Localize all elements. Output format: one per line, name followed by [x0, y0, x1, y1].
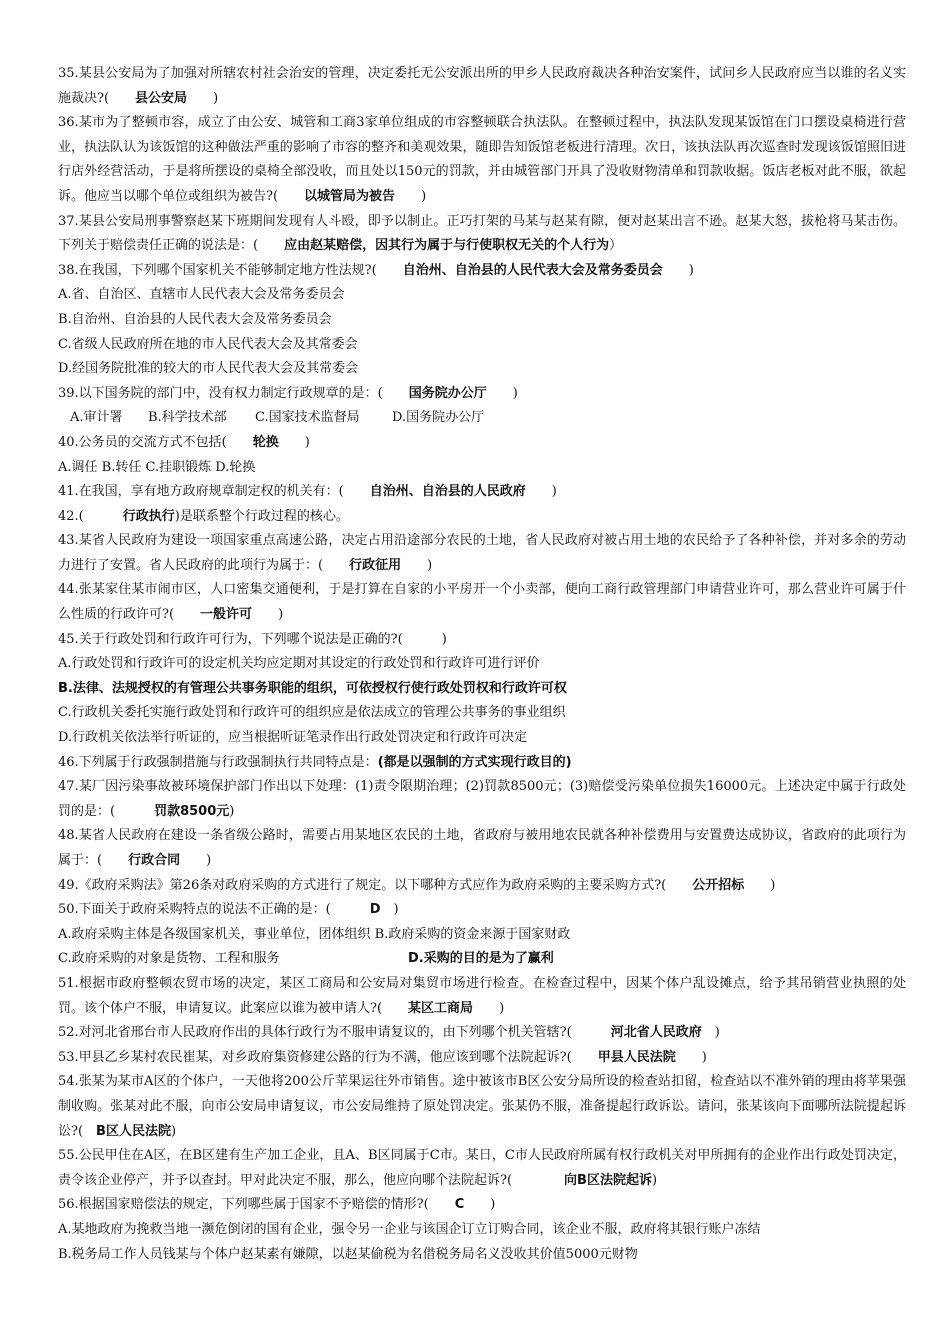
options-row — [58, 406, 906, 431]
question-41: 41.在我国，享有地方政府规章制定权的机关有：( 自治州、自治县的人民政府 ) — [58, 484, 557, 500]
option-b-answer: B.法律、法规授权的有管理公共事务职能的组织，可依授权行使行政处罚权和行政许可权 — [58, 680, 567, 696]
question-38: 38.在我国，下列哪个国家机关不能够制定地方性法规?( 自治州、自治县的人民代表大会及常务委员会 ) — [58, 262, 694, 278]
option-d: D.经国务院批准的较大的市人民代表大会及其常委会 — [58, 361, 359, 377]
question-55: 55.公民甲住在A区，在B区建有生产加工企业，且A、B区同属于C市。某日，C市人民政府所属有权行政机关对甲所拥有的企业作出行政处罚决定，责令该企业停产，并予以查封。甲对此决定不服，那么，他应向哪个法院起诉?( 向B区法院起诉) — [58, 1148, 906, 1188]
option-a: A.行政处罚和行政许可的设定机关均应定期对其设定的行政处罚和行政许可进行评价 — [58, 656, 540, 672]
answer: 甲县人民法院 — [597, 1049, 676, 1065]
answer: B区人民法院 — [96, 1123, 171, 1139]
question-46: 46.下列属于行政强制措施与行政强制执行共同特点是：(都是以强制的方式实现行政目的) — [58, 754, 572, 770]
option-d-answer: D.采购的目的是为了赢利 — [408, 951, 554, 967]
options-row: A.调任 B.转任 C.挂职锻炼 D.轮换 — [58, 459, 256, 475]
answer: 以城管局为被告 — [304, 188, 396, 204]
question-45: 45.关于行政处罚和行政许可行为，下列哪个说法是正确的?( ) — [58, 631, 447, 647]
question-49: 49.《政府采购法》第26条对政府采购的方式进行了规定。以下哪种方式应作为政府采购的主要采购方式?( 公开招标 ) — [58, 877, 776, 893]
option-a: A.省、自治区、直辖市人民代表大会及常务委员会 — [58, 287, 345, 303]
question-50: 50.下面关于政府采购特点的说法不正确的是：( D ) — [58, 902, 399, 918]
document-page — [58, 62, 906, 1267]
answer: 河北省人民政府 — [610, 1025, 702, 1041]
option-a: A.审计署 — [70, 410, 123, 426]
answer: 公开招标 — [692, 877, 745, 893]
option-c: C.政府采购的对象是货物、工程和服务 — [58, 951, 280, 967]
question-35: 35.某县公安局为了加强对所辖农村社会治安的管理，决定委托无公安派出所的甲乡人民政府裁决各种治安案件，试问乡人民政府应当以谁的名义实施裁决?( 县公安局 ) — [58, 66, 906, 106]
answer: (都是以强制的方式实现行政目的) — [377, 754, 572, 770]
option-b: B.税务局工作人员钱某与个体户赵某素有嫌隙，以赵某偷税为名借税务局名义没收其价值5000元财物 — [58, 1246, 638, 1262]
option-b: B.自治州、自治县的人民代表大会及常务委员会 — [58, 311, 332, 327]
question-52: 52.对河北省邢台市人民政府作出的具体行政行为不服申请复议的，由下列哪个机关管辖?( 河北省人民政府 ) — [58, 1025, 720, 1041]
answer: 应由赵某赔偿，因其行为属于与行使职权无关的个人行为 — [284, 238, 610, 254]
answer: 一般许可 — [200, 607, 253, 623]
question-44: 44.张某家住某市闹市区，人口密集交通便利，于是打算在自家的小平房开一个小卖部，便向工商行政管理部门申请营业许可，那么营业许可属于什么性质的行政许可?( 一般许可 ) — [58, 582, 906, 623]
question-43: 43.某省人民政府为建设一项国家重点高速公路，决定占用沿途部分农民的土地，省人民政府对被占用土地的农民给予了各种补偿，并对多余的劳动力进行了安置。省人民政府的此项行为属于：( 行政征用 ) — [58, 533, 906, 573]
option-d: D.行政机关依法举行听证的，应当根据听证笔录作出行政处罚决定和行政许可决定 — [58, 730, 528, 746]
question-56: 56.根据国家赔偿法的规定，下列哪些属于国家不予赔偿的情形?( C ) — [58, 1197, 496, 1213]
option-c: C.国家技术监督局 — [255, 410, 360, 426]
answer: 县公安局 — [135, 90, 188, 106]
answer: 罚款8500元 — [154, 803, 230, 819]
question-39: 39.以下国务院的部门中，没有权力制定行政规章的是：( 国务院办公厅 ) — [58, 385, 518, 401]
answer: 行政合同 — [128, 853, 181, 868]
question-36: 36.某市为了整顿市容，成立了由公安、城管和工商3家单位组成的市容整顿联合执法队。在整顿过程中，执法队发现某饭馆在门口摆设桌椅进行营业，执法队认为该饭馆的这种做法严重的影响了市容的整齐和美观效果，随即告知饭馆老板进行清理。次日，该执法队再次巡查时发现该饭馆照旧进行店外经营活动，于是将所摆设的桌椅全部没收，而且处以150元的罚款，并由城管部门开具了没收财物清单和罚款收据。饭店老板对此不服，欲起诉。他应当以哪个单位或组织为被告?( 以城管局为被告 ) — [58, 115, 906, 204]
answer: C — [454, 1197, 465, 1213]
option-c: C.行政机关委托实施行政处罚和行政许可的组织应是依法成立的管理公共事务的事业组织 — [58, 705, 566, 721]
answer: 自治州、自治县的人民政府 — [369, 484, 526, 500]
answer: 某区工商局 — [408, 1000, 474, 1016]
options-row-cd — [58, 947, 906, 972]
option-b: B.科学技术部 — [148, 410, 227, 426]
answer: 行政执行 — [122, 508, 175, 524]
answer: 自治州、自治县的人民代表大会及常务委员会 — [402, 262, 663, 278]
question-54: 54.张某为某市A区的个体户，一天他将200公斤苹果运往外市销售。途中被该市B区公安分局所设的检查站扣留，检查站以不准外销的理由将苹果强制收购。张某对此不服，向市公安局申请复议，市公安局维持了原处罚决定。张某仍不服，准备提起行政诉讼。请问，张某该向下面哪所法院提起诉讼?( B区人民法院) — [58, 1074, 906, 1139]
answer: 行政征用 — [349, 557, 402, 573]
question-51: 51.根据市政府整顿农贸市场的决定，某区工商局和公安局对集贸市场进行检查。在检查过程中，因某个体户乱设摊点，给予其吊销营业执照的处罚。该个体户不服，申请复议。此案应以谁为被申请人?( 某区工商局 ) — [58, 975, 906, 1016]
question-42: 42.( 行政执行)是联系整个行政过程的核心。 — [58, 508, 349, 524]
question-53: 53.甲县乙乡某村农民崔某，对乡政府集资修建公路的行为不满，他应该到哪个法院起诉?( 甲县人民法院 ) — [58, 1049, 707, 1065]
question-37: 37.某县公安局刑事警察赵某下班期间发现有人斗殴，即予以制止。正巧打架的马某与赵某有隙，便对赵某出言不逊。赵某大怒，拔枪将马某击伤。下列关于赔偿责任正确的说法是：( 应由赵某赔偿，因其行为属于与行使职权无关的个人行为） — [58, 213, 906, 254]
question-40: 40.公务员的交流方式不包括( 轮换 ) — [58, 434, 310, 450]
question-48: 48.某省人民政府在建设一条省级公路时，需要占用某地区农民的土地，省政府与被用地农民就各种补偿费用与安置费达成协议，省政府的此项行为属于：( 行政合同 ) — [58, 828, 906, 868]
answer: 向B区法院起诉 — [564, 1172, 652, 1188]
answer: D — [369, 902, 381, 918]
question-47: 47.某厂因污染事故被环境保护部门作出以下处理：(1)责令限期治理；(2)罚款8500元；(3)赔偿受污染单位损失16000元。上述决定中属于行政处罚的是：( 罚款8500元) — [58, 779, 906, 819]
options-row-ab: A.政府采购主体是各级国家机关，事业单位，团体组织 B.政府采购的资金来源于国家财政 — [58, 926, 571, 942]
option-a: A.某地政府为挽救当地一濒危倒闭的国有企业，强令另一企业与该国企订立订购合同，该企业不服，政府将其银行账户冻结 — [58, 1221, 761, 1237]
answer: 轮换 — [252, 434, 279, 450]
answer: 国务院办公厅 — [408, 385, 487, 401]
option-d: D.国务院办公厅 — [392, 410, 485, 426]
option-c: C.省级人民政府所在地的市人民代表大会及其常委会 — [58, 336, 358, 352]
